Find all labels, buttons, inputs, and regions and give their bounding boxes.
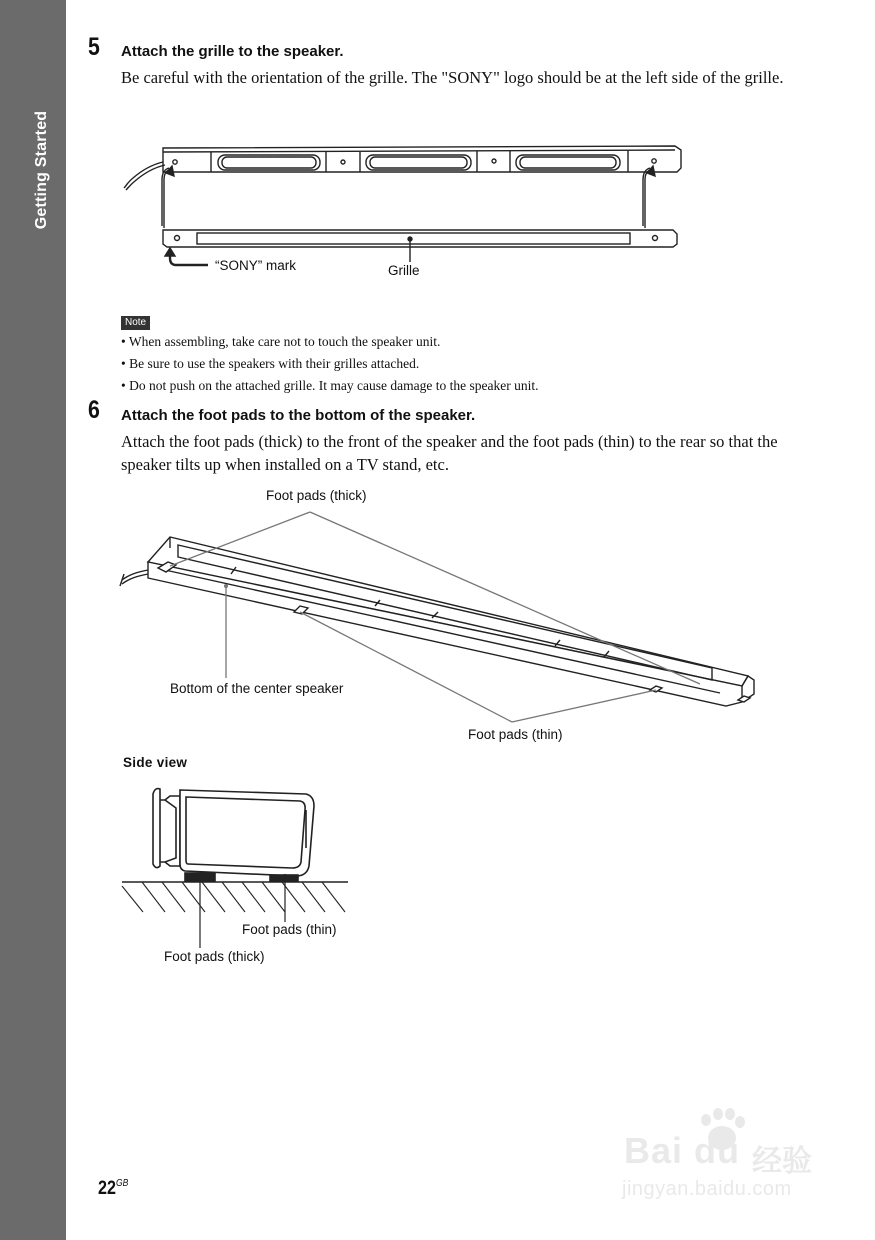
side-view-heading: Side view [123, 755, 188, 770]
step-6-text: Attach the foot pads (thick) to the front of the speaker and the foot pads (thin) to the rear so that the speaker tilts up when installed on a TV stand, etc. [121, 432, 778, 474]
side-thin-pads-label: Foot pads (thin) [242, 922, 337, 937]
watermark-brand: Bai du [624, 1130, 741, 1171]
step-6-number: 6 [88, 396, 100, 424]
sony-mark-label: “SONY” mark [215, 258, 296, 273]
step-5-title: Attach the grille to the speaker. [121, 43, 344, 60]
step-6-title: Attach the foot pads to the bottom of the speaker. [121, 407, 476, 424]
note-item: • Do not push on the attached grille. It may cause damage to the speaker unit. [121, 378, 539, 393]
page-number: $22^{GB}$ [98, 1178, 129, 1199]
floor-hatching [122, 882, 345, 912]
bottom-speaker-label: Bottom of the center speaker [170, 681, 344, 696]
step-5-text: Be careful with the orientation of the grille. The "SONY" logo should be at the left side of the grille. [121, 68, 784, 87]
thick-pads-label: Foot pads (thick) [266, 488, 367, 503]
grille-label: Grille [388, 263, 420, 278]
note-item: • When assembling, take care not to touch the speaker unit. [121, 334, 441, 349]
note-badge: Note [121, 316, 150, 330]
side-thick-pads-label: Foot pads (thick) [164, 949, 265, 964]
thin-pads-label: Foot pads (thin) [468, 727, 563, 742]
watermark-url: jingyan.baidu.com [622, 1178, 792, 1200]
note-item: • Be sure to use the speakers with their grilles attached. [121, 356, 420, 371]
watermark-brand-cn: 经验 [752, 1144, 812, 1179]
step-5-number: 5 [88, 33, 100, 61]
section-label: Getting Started [33, 110, 50, 230]
baidu-watermark [620, 1108, 825, 1208]
